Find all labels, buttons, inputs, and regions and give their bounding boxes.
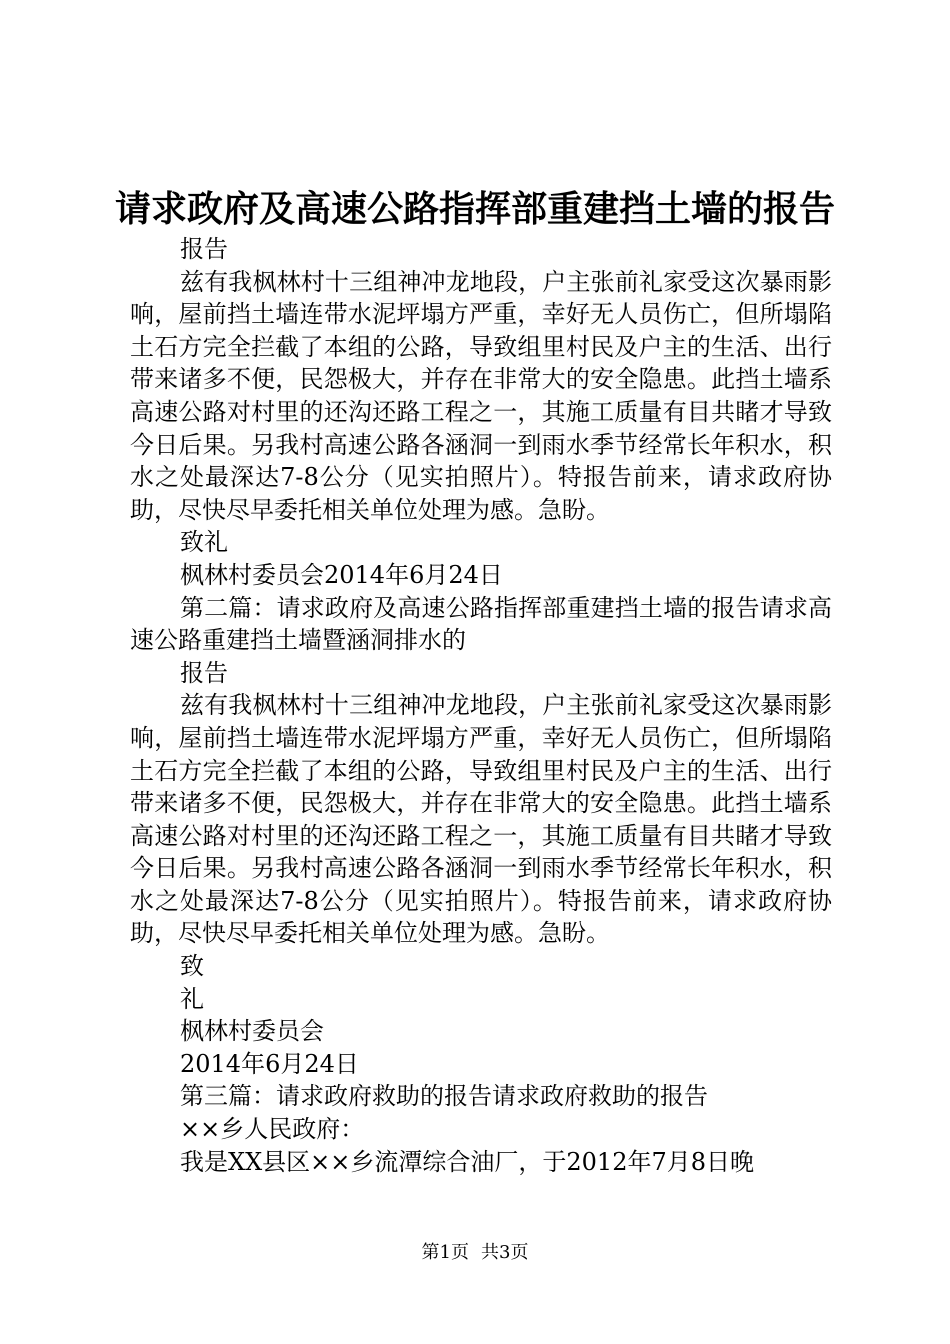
paragraph-body-2: 兹有我枫林村十三组神冲龙地段，户主张前礼家受这次暴雨影响，屋前挡土墙连带水泥坪塌方严重，幸好无人员伤亡，但所塌陷土石方完全拦截了本组的公路，导致组里村民及户主的生活、出行带来诸多不便，民怨极大，并存在非常大的安全隐患。此挡土墙系高速公路对村里的还沟还路工程之一，其施工质量有目共睹才导致今日后果。另我村高速公路各涵洞一到雨水季节经常长年积水，积水之处最深达7-8公分（见实拍照片）。特报告前来，请求政府协助，尽快尽早委托相关单位处理为感。急盼。 xyxy=(130,691,832,948)
paragraph-signature-date: 枫林村委员会2014年6月24日 xyxy=(180,560,503,589)
paragraph-body-3: 我是XX县区××乡流潭综合油厂，于2012年7月8日晚 xyxy=(180,1147,755,1176)
paragraph-signature: 枫林村委员会 xyxy=(180,1017,324,1046)
paragraph-date: 2014年6月24日 xyxy=(180,1049,359,1078)
paragraph-section-three-heading: 第三篇：请求政府救助的报告请求政府救助的报告 xyxy=(180,1082,708,1111)
document-body xyxy=(130,233,832,1178)
document-title: 请求政府及高速公路指挥部重建挡土墙的报告 xyxy=(114,188,835,230)
paragraph-heading-report: 报告 xyxy=(180,235,228,263)
paragraph-addressee: ××乡人民政府： xyxy=(180,1115,365,1144)
page-footer xyxy=(0,1241,950,1265)
paragraph-salutation: 致礼 xyxy=(180,528,228,557)
page-number: 第1页 xyxy=(421,1242,469,1263)
paragraph-salutation-zhi: 致 xyxy=(180,952,204,981)
page-total: 共3页 xyxy=(481,1242,529,1263)
paragraph-body-1: 兹有我枫林村十三组神冲龙地段，户主张前礼家受这次暴雨影响，屋前挡土墙连带水泥坪塌方严重，幸好无人员伤亡，但所塌陷土石方完全拦截了本组的公路，导致组里村民及户主的生活、出行带来诸多不便，民怨极大，并存在非常大的安全隐患。此挡土墙系高速公路对村里的还沟还路工程之一，其施工质量有目共睹才导致今日后果。另我村高速公路各涵洞一到雨水季节经常长年积水，积水之处最深达7-8公分（见实拍照片）。特报告前来，请求政府协助，尽快尽早委托相关单位处理为感。急盼。 xyxy=(130,267,832,524)
paragraph-heading-report-2: 报告 xyxy=(180,658,228,687)
paragraph-salutation-li: 礼 xyxy=(180,984,204,1013)
paragraph-section-two-heading: 第二篇：请求政府及高速公路指挥部重建挡土墙的报告请求高速公路重建挡土墙暨涵洞排水的 xyxy=(130,593,832,655)
